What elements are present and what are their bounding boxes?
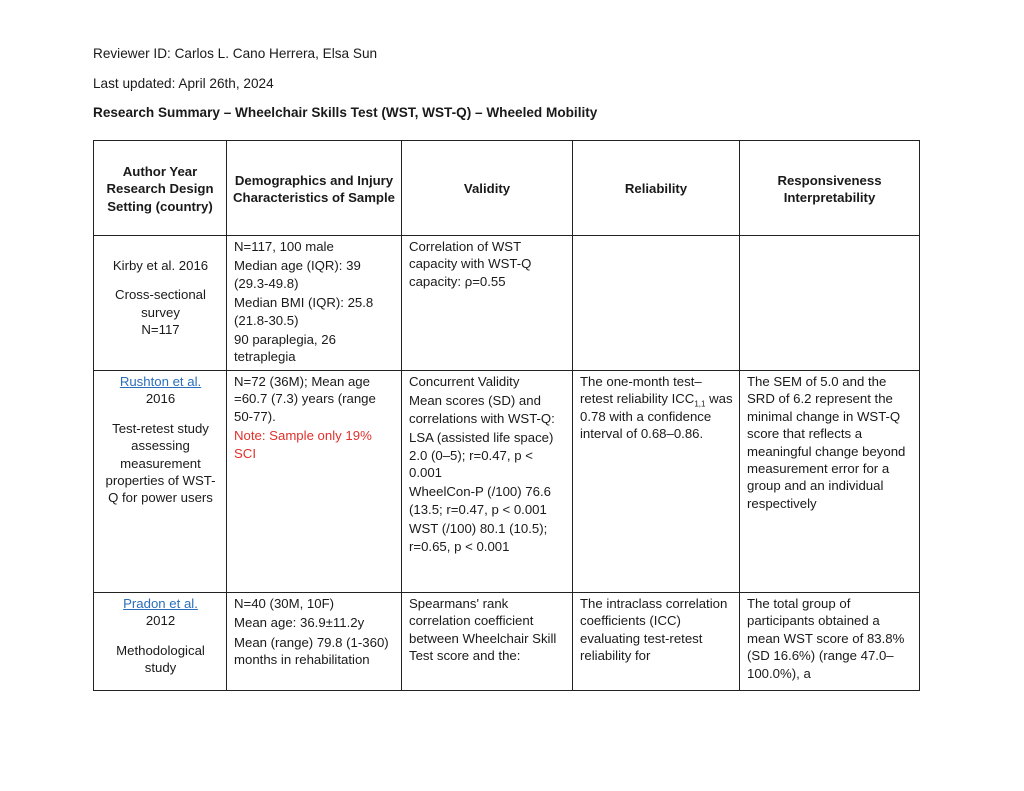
header-validity: Validity (402, 141, 573, 236)
table-row (94, 236, 920, 371)
reliability-text-end: was 0.78 with a confidence interval of 0.68–0.86. (580, 391, 733, 442)
demographic-item: Mean (range) 79.8 (1-360) months in rehabilitation (234, 634, 389, 668)
validity-item: WST (/100) 80.1 (10.5); r=0.65, p < 0.001 (409, 521, 548, 554)
demographic-item: N=72 (36M); Mean age =60.7 (7.3) years (range 50-77). (234, 374, 376, 424)
validity-cell (402, 371, 573, 593)
demographic-item: N=117, 100 male (234, 239, 334, 254)
reliability-subscript: 1,1 (694, 400, 706, 410)
table-row (94, 371, 920, 593)
demographics-cell (227, 371, 402, 593)
table-header-row (94, 141, 920, 236)
author-year: 2016 (145, 391, 176, 407)
validity-item: Correlation of WST capacity with WST-Q capacity: ρ=0.55 (409, 239, 532, 289)
validity-item: Mean scores (SD) and correlations with WST-Q: (409, 393, 555, 426)
validity-item: Spearmans' rank correlation coefficient between Wheelchair Skill Test score and the: (409, 596, 557, 664)
demographic-item: N=40 (30M, 10F) (234, 596, 335, 611)
demographics-cell (227, 236, 402, 371)
responsiveness-cell: The total group of participants obtained a mean WST score of 83.8% (SD 16.6%) (range 47.0–100.0%), a (740, 593, 920, 691)
validity-item: LSA (assisted life space) 2.0 (0–5); r=0.47, p < 0.001 (409, 430, 554, 481)
last-updated: Last updated: April 26th, 2024 (93, 76, 274, 91)
header-demographics: Demographics and Injury Characteristics of Sample (227, 141, 402, 236)
header-reliability: Reliability (573, 141, 740, 236)
demographic-item: Median age (IQR): 39 (29.3-49.8) (234, 258, 361, 291)
validity-cell (402, 236, 573, 371)
author-year: Kirby et al. 2016 (112, 258, 209, 273)
study-design: Methodological study (116, 642, 205, 676)
validity-item: Concurrent Validity (409, 374, 520, 389)
document-title: Research Summary – Wheelchair Skills Test (WST, WST-Q) – Wheeled Mobility (93, 105, 598, 120)
reliability-text-start: The one-month test–retest reliability ICC (580, 374, 702, 407)
reliability-cell (573, 236, 740, 371)
sample-size: N=117 (141, 322, 180, 338)
author-cell (94, 371, 227, 593)
author-cell (94, 593, 227, 691)
demographic-item: 90 paraplegia, 26 tetraplegia (234, 332, 336, 365)
demographic-item: Median BMI (IQR): 25.8 (21.8-30.5) (234, 295, 374, 328)
author-link[interactable]: Rushton et al. (119, 374, 202, 389)
table-row (94, 593, 920, 691)
demographics-cell (227, 593, 402, 691)
header-author: Author Year Research Design Setting (country) (94, 141, 227, 236)
reliability-cell (573, 371, 740, 593)
demographic-item: Mean age: 36.9±11.2y (234, 615, 365, 631)
author-cell (94, 236, 227, 371)
responsiveness-cell (740, 236, 920, 371)
author-year: 2012 (145, 613, 176, 629)
study-design: Cross-sectional survey (115, 287, 206, 320)
header-responsiveness: Responsiveness Interpretability (740, 141, 920, 236)
responsiveness-cell: The SEM of 5.0 and the SRD of 6.2 represent the minimal change in WST-Q score that reflects a meaningful change beyond measurement error for a group and an individual respectively (740, 371, 920, 593)
research-summary-table (93, 140, 920, 691)
reliability-cell: The intraclass correlation coefficients (ICC) evaluating test-retest reliability for (573, 593, 740, 691)
validity-cell (402, 593, 573, 691)
reviewer-id: Reviewer ID: Carlos L. Cano Herrera, Elsa Sun (93, 46, 378, 61)
sample-note: Note: Sample only 19% SCI (234, 428, 372, 461)
validity-item: WheelCon-P (/100) 76.6 (13.5; r=0.47, p < 0.001 (409, 484, 551, 517)
author-link[interactable]: Pradon et al. (123, 596, 198, 611)
study-design: Test-retest study assessing measurement properties of WST-Q for power users (105, 420, 216, 506)
